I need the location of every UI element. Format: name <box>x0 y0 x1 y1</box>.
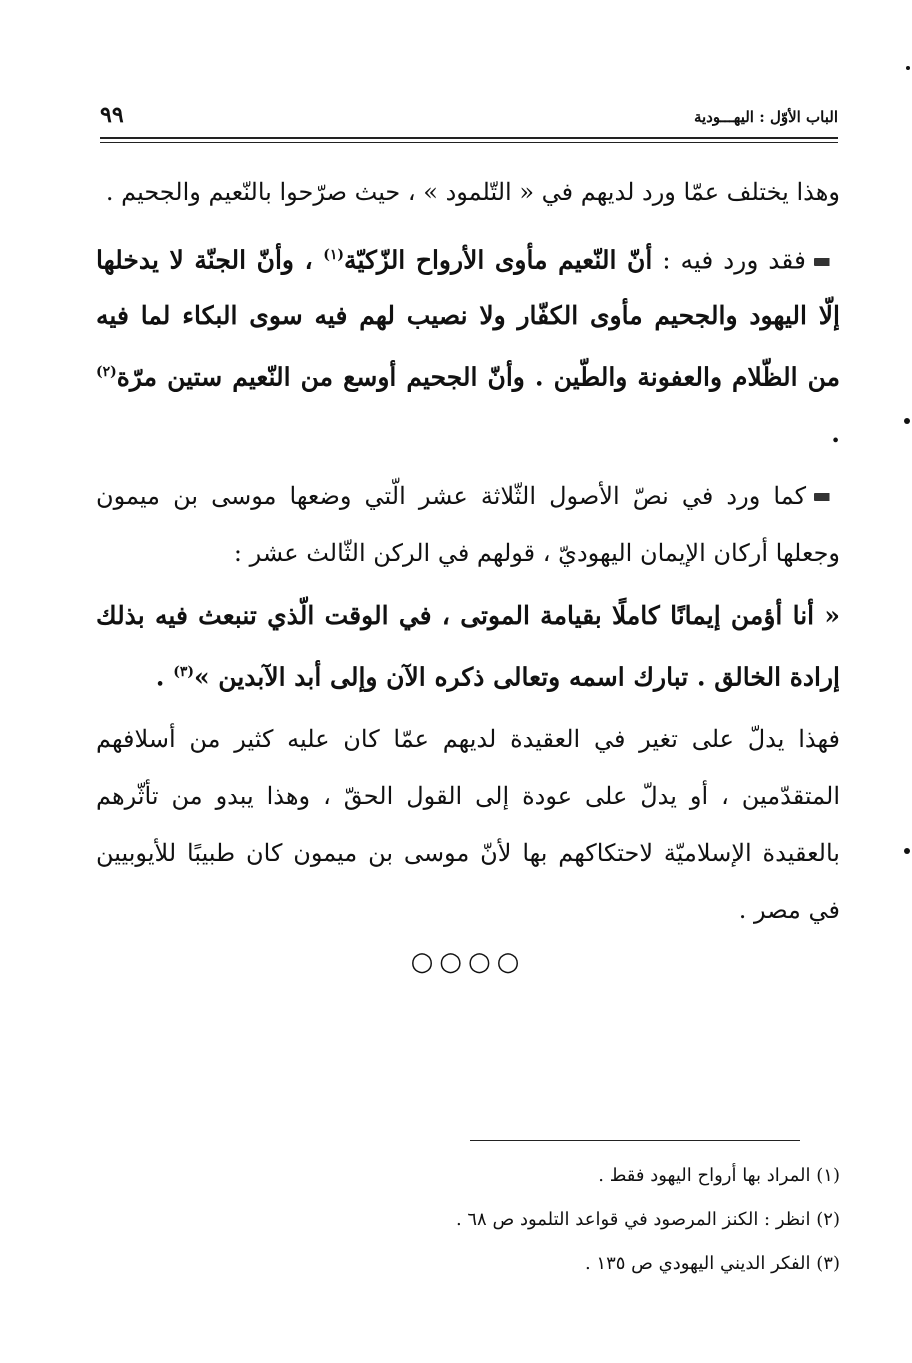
creed-text: « أنا أؤمن إيمانًا كاملًا بقيامة الموتى ، في الوقت الّذي تنبعث فيه بذلك إرادة الخالق . تبارك اسمه وتعالى ذكره الآن وإلى أبد الآبدين » <box>96 600 840 691</box>
header-rule-thick <box>100 137 838 139</box>
main-text <box>96 164 840 977</box>
footnote-3: (٣) الفكر الديني اليهودي ص ١٣٥ . <box>584 1253 840 1274</box>
running-title: الباب الأوّل : اليهـــودية <box>693 108 838 126</box>
scan-dot <box>904 848 910 854</box>
creed-end: . <box>155 661 174 691</box>
footnote-2: (٢) انظر : الكنز المرصود في قواعد التلمود ص ٦٨ . <box>455 1209 840 1230</box>
bullet-marker-icon <box>814 258 840 266</box>
footnote-ref-3: (٣) <box>173 663 194 680</box>
paragraph-creed-quote <box>96 588 840 705</box>
bullet-marker-icon <box>814 493 840 501</box>
paragraph-talmud-quote <box>96 227 840 462</box>
principles-text: كما ورد في نصّ الأصول الثّلاثة عشر الّتي وضعها موسى بن ميمون وجعلها أركان الإيمان اليهوديّ ، قولهم في الركن الثّالث عشر : <box>96 481 840 567</box>
paragraph-talmud-contrast: وهذا يختلف عمّا ورد لديهم في « التّلمود » ، حيث صرّحوا بالنّعيم والجحيم . <box>105 178 840 206</box>
paragraph-principles <box>96 468 840 582</box>
page-number: ٩٩ <box>100 102 124 128</box>
footnote-rule <box>470 1140 800 1141</box>
paragraph-conclusion: فهذا يدلّ على تغير في العقيدة لديهم عمّا كان عليه كثير من أسلافهم المتقدّمين ، أو يدلّ على عودة إلى القول الحقّ ، وهذا يبدو من تأثّرهم بالعقيدة الإسلاميّة لاحتكاكهم بها لأنّ موسى بن ميمون كان طبيبًا للأيوبيين في مصر . <box>96 724 841 924</box>
scan-dot <box>906 66 910 70</box>
footnotes <box>300 1154 840 1286</box>
quote-part-a: أنّ النّعيم مأوى الأرواح الزّكيّة <box>344 245 653 275</box>
paragraph-intro: فقد ورد فيه : <box>652 245 807 275</box>
footnote-1: (١) المراد بها أرواح اليهود فقط . <box>598 1165 840 1186</box>
header-rule-thin <box>100 142 838 143</box>
quote-end: . <box>831 418 840 448</box>
footnote-ref-1: (١) <box>323 247 345 263</box>
section-ornament: ○○○○ <box>410 946 526 977</box>
quote-part-b: ، وأنّ الجنّة لا يدخلها إلّا اليهود والجحيم مأوى الكفّار ولا نصيب لهم فيه سوى البكاء لما فيه من الظّلام والعفونة والطّين . وأنّ الجحيم أوسع من النّعيم ستين مرّة <box>96 245 840 392</box>
page-header <box>100 100 838 136</box>
footnote-ref-2: (٢) <box>96 364 117 381</box>
scan-dot <box>904 418 910 424</box>
